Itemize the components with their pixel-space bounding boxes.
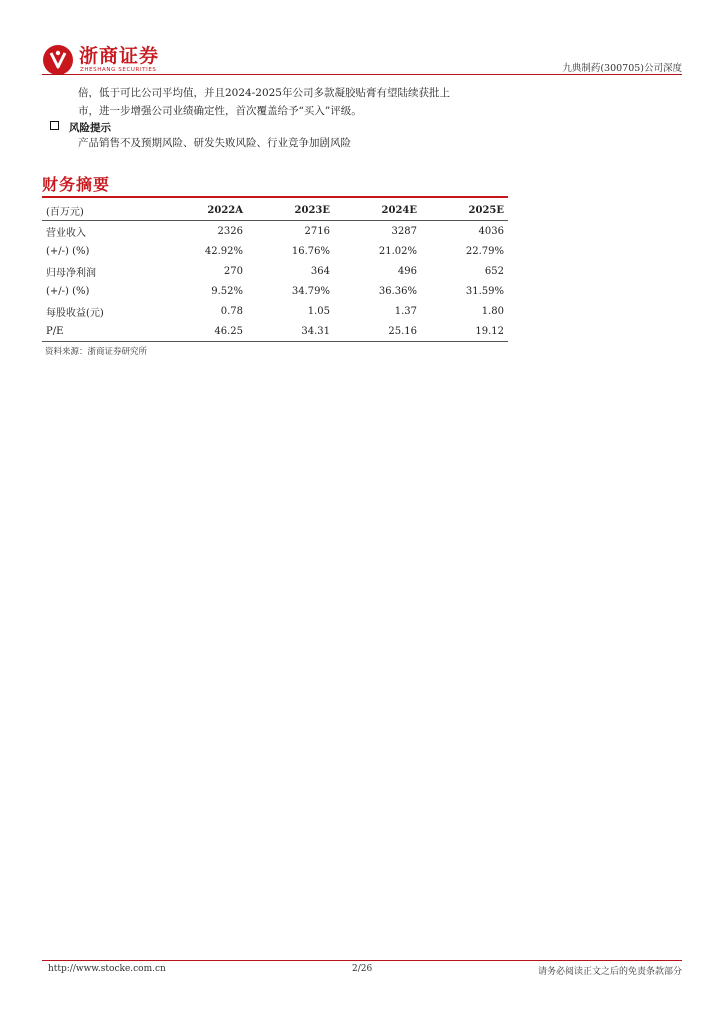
- page-number: 2/26: [352, 964, 373, 974]
- table-cell: 22.79%: [465, 245, 504, 257]
- risk-heading: [50, 120, 111, 135]
- table-cell: 270: [223, 265, 243, 277]
- financial-summary-title: 财务摘要: [42, 175, 111, 194]
- table-cell: 46.25: [160, 321, 247, 342]
- table-cell: 34.79%: [291, 285, 330, 297]
- footer-website-link[interactable]: http://www.stocke.com.cn: [48, 964, 166, 974]
- zheshang-logo-icon: [42, 44, 74, 76]
- table-cell: 16.76%: [291, 245, 330, 257]
- page-header: [42, 38, 682, 78]
- table-cell: 营业收入: [46, 227, 86, 239]
- intro-line-1: 倍，低于可比公司平均值，并且2024-2025年公司多款凝胶贴膏有望陆续获批上: [78, 87, 450, 99]
- logo-text-en: ZHESHANG SECURITIES: [80, 67, 157, 73]
- report-title: 九典制药(300705)公司深度: [562, 63, 682, 74]
- table-cell: (+/-) (%): [46, 245, 90, 257]
- table-row: [42, 241, 508, 261]
- table-row: [42, 301, 508, 321]
- table-cell: P/E: [42, 321, 160, 342]
- table-cell: 364: [310, 265, 330, 277]
- table-header-row: [42, 200, 508, 221]
- table-cell: 42.92%: [204, 245, 243, 257]
- table-cell: 34.31: [247, 321, 334, 342]
- financial-summary-table: [42, 200, 508, 342]
- header-divider: [42, 74, 682, 75]
- footer-disclaimer: 请务必阅读正文之后的免责条款部分: [537, 967, 682, 977]
- table-header-cell: 2024E: [334, 200, 421, 221]
- table-cell: 4036: [478, 225, 504, 237]
- table-cell: 1.05: [307, 305, 330, 317]
- table-header-cell: 2022A: [160, 200, 247, 221]
- table-cell: 25.16: [334, 321, 421, 342]
- table-cell: 1.80: [481, 305, 504, 317]
- table-cell: 9.52%: [211, 285, 243, 297]
- table-cell: (+/-) (%): [46, 285, 90, 297]
- logo-text-cn: 浙商证券: [79, 45, 160, 67]
- table-row: [42, 321, 508, 342]
- table-header-cell: 2023E: [247, 200, 334, 221]
- table-row: [42, 261, 508, 281]
- table-cell: 1.37: [394, 305, 417, 317]
- table-cell: 36.36%: [378, 285, 417, 297]
- checkbox-bullet-icon: [50, 121, 59, 130]
- intro-paragraph: [78, 84, 518, 120]
- table-cell: 19.12: [421, 321, 508, 342]
- table-cell: 21.02%: [378, 245, 417, 257]
- footer-divider: [42, 960, 682, 961]
- table-cell: 0.78: [220, 305, 243, 317]
- table-cell: 3287: [391, 225, 417, 237]
- table-cell: 2716: [304, 225, 330, 237]
- table-row: [42, 281, 508, 301]
- table-header-cell: (百万元): [42, 200, 160, 221]
- risk-title: 风险提示: [69, 122, 111, 134]
- table-header-cell: 2025E: [421, 200, 508, 221]
- table-cell: 归母净利润: [46, 267, 96, 279]
- table-cell: 2326: [217, 225, 243, 237]
- table-row: [42, 221, 508, 242]
- risk-text: 产品销售不及预期风险、研发失败风险、行业竞争加剧风险: [78, 137, 351, 149]
- data-source-note: 资料来源：浙商证券研究所: [45, 347, 148, 357]
- financial-title-underline: [42, 196, 508, 198]
- table-cell: 652: [484, 265, 504, 277]
- table-cell: 496: [397, 265, 417, 277]
- table-cell: 31.59%: [465, 285, 504, 297]
- table-cell: 每股收益(元): [46, 307, 104, 319]
- intro-line-2: 市，进一步增强公司业绩确定性，首次覆盖给予“买入”评级。: [78, 105, 362, 117]
